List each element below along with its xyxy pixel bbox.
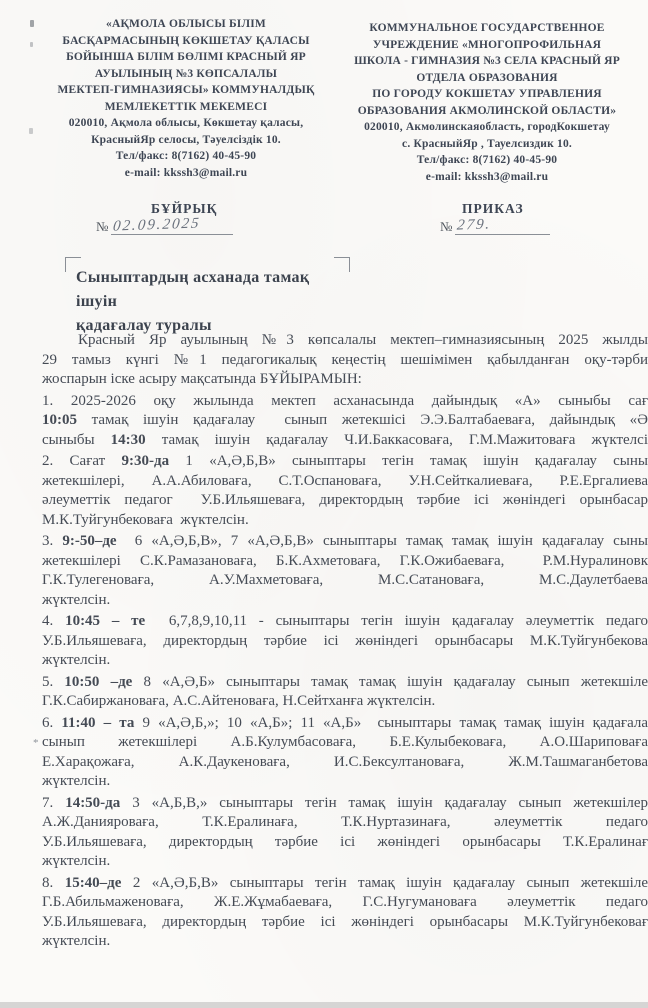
body-text: 2 «А,Ә,Б,В» сыныптары тегін тамақ ішуін қадағалау сынып жетекшіле	[121, 874, 648, 891]
body-line	[42, 571, 648, 591]
body-line	[42, 932, 648, 952]
time-emphasis: 9:-50–де	[62, 533, 117, 549]
order-label-kazakh: БҰЙРЫҚ	[151, 201, 218, 216]
body-text: тамақ ішуін қадағалау сынып жетекшісі Э.Э.Балтабаеваға, дайындық «Ә	[77, 412, 648, 428]
body-text: сыныбы	[42, 431, 111, 448]
body-line	[42, 714, 648, 734]
scan-smudge	[30, 20, 34, 27]
body-line	[42, 813, 648, 833]
time-emphasis: 10:50 –де	[64, 673, 133, 690]
body-text: 5.	[42, 673, 65, 690]
order-label-russian: ПРИКАЗ	[462, 201, 524, 216]
body-line	[42, 431, 648, 451]
body-line	[42, 552, 648, 572]
body-line	[42, 452, 648, 472]
paragraph	[42, 331, 648, 390]
body-text: жүктелсін.	[42, 853, 111, 869]
body-text: Г.К.Сабиржановаға, А.С.Айтеноваға, Н.Сейтханға жүктелсін.	[42, 693, 436, 709]
time-emphasis: 14:30	[110, 431, 146, 448]
order-number-kazakh	[96, 217, 233, 235]
paragraph	[42, 874, 648, 952]
body-line	[42, 913, 648, 933]
body-text: М.К.Туйгунбековаға жүктелсін.	[42, 511, 249, 528]
body-line	[42, 511, 648, 531]
body-line	[42, 893, 648, 913]
handwritten-number: 279.	[456, 216, 493, 234]
body-text: 6,7,8,9,10,11 - сыныптары тегін ішуін қадағалау әлеуметтік педаго	[145, 613, 648, 629]
body-text: 2. Сағат	[42, 453, 122, 469]
body-text: жетекшілері, А.А.Абиловаға, С.Т.Оспановаға, У.Н.Сейткалиеваға, Р.Е.Ергалиева	[42, 472, 648, 489]
org-header-kazakh	[44, 16, 328, 181]
body-text: жетекшілері С.К.Рамазановаға, Б.К.Ахметоваға, Г.К.Ожибаеваға, Р.М.Нуралиновк	[42, 552, 648, 569]
header-line: КОММУНАЛЬНОЕ ГОСУДАРСТВЕННОЕ	[369, 22, 605, 34]
body-text: 4.	[42, 613, 66, 629]
body-text: 3.	[42, 533, 63, 549]
body-line	[42, 852, 648, 872]
body-text: А.Ж.Данияроваға, Т.К.Ералинаға, Т.К.Нуртазинаға, әлеуметтік педаго	[42, 814, 648, 830]
paragraph	[42, 452, 648, 530]
body-text: 6 «А,Ә,Б,В», 7 «А,Ә,Б,В» сыныптары тамақ тамақ ішуін қадағалау сыны	[116, 533, 648, 549]
body-text: Красный Яр ауылының №3 көпсалалы мектеп–гимназиясының 2025 жылды	[78, 332, 648, 348]
body-text: жүктелсін.	[42, 773, 111, 789]
body-text: жоспарын іске асыру мақсатында БҰЙЫРАМЫН:	[42, 371, 362, 387]
frame-corner-top-left	[65, 257, 81, 272]
body-line	[42, 673, 648, 693]
date-underline	[111, 217, 233, 235]
body-text: жүктелсін.	[42, 591, 111, 608]
body-text: 3 «А,Б,В,» сыныптары тегін тамақ ішуін қадағалау сынып жетекшілер	[120, 794, 648, 811]
body-text: 6.	[42, 714, 62, 731]
body-text: жүктелсін.	[42, 652, 111, 668]
body-line	[42, 794, 648, 814]
number-sign: №	[96, 219, 109, 234]
paragraph	[42, 714, 648, 792]
body-text: У.Б.Ильяшеваға, директордың тәрбие ісі жөніндегі орынбасары М.К.Туйгунбекова	[42, 632, 648, 649]
body-line	[42, 532, 648, 552]
number-underline	[455, 217, 550, 235]
body-text: сынып жетекшілері А.Б.Кулумбасоваға, Б.Е.Кулыбековаға, А.О.Шариповаға	[42, 734, 648, 750]
body-line	[42, 411, 648, 431]
paragraph	[42, 794, 648, 872]
header-line: ОТДЕЛА ОБРАЗОВАНИЯ	[416, 71, 558, 84]
header-line: ШКОЛА - ГИМНАЗИЯ №3 СЕЛА КРАСНЫЙ ЯР	[354, 55, 620, 67]
body-line	[42, 370, 648, 390]
header-line: 020010, Акмолинскаяобласть, городКокшетау	[364, 121, 610, 133]
scan-bottom-edge	[0, 1002, 648, 1008]
margin-asterisk-mark: *	[33, 737, 39, 749]
document-title	[76, 266, 344, 338]
body-text: У.Б.Ильяшеваға, директордың тәрбие ісі жөніндегі орынбасары М.К.Туйгунбековағ	[42, 913, 648, 930]
header-line: МЕКТЕП-ГИМНАЗИЯСЫ» КОММУНАЛДЫҚ	[57, 84, 315, 96]
header-line: КрасныйЯр селосы, Тәуелсіздік 10.	[91, 133, 281, 146]
scan-smudge	[29, 128, 33, 134]
header-line: Тел/факс: 8(7162) 40-45-90	[115, 150, 257, 162]
handwritten-date: 02.09.2025	[112, 215, 202, 235]
scan-smudge	[30, 42, 33, 47]
time-emphasis: 10:45 – те	[65, 613, 146, 629]
header-line: ПО ГОРОДУ КОКШЕТАУ УПРАВЛЕНИЯ	[372, 88, 602, 100]
header-line: Тел/факс: 8(7162) 40-45-90	[416, 154, 558, 166]
body-text: 29 тамыз күнгі №1 педагогикалық кеңестің шешімімен қабылданған оқу-тәрби	[42, 351, 648, 368]
body-text: тамақ ішуін қадағалау Ч.И.Баккасоваға, Г.М.Мажитоваға жүктелсі	[145, 431, 648, 448]
body-text: 8 «А,Ә,Б» сыныптары тамақ тамақ ішуін қадағалау сынып жетекшіле	[132, 673, 648, 690]
body-text: 1. 2025-2026 оқу жылында мектеп асханасында дайындық «А» сыныбы сағ	[42, 392, 648, 409]
time-emphasis: 15:40–де	[64, 874, 122, 891]
body-line	[42, 591, 648, 611]
body-text: жүктелсін.	[42, 933, 111, 949]
paragraph	[42, 612, 648, 671]
body-line	[42, 772, 648, 792]
body-line	[42, 833, 648, 853]
title-line-2: қадағалау туралы	[76, 317, 212, 334]
frame-corner-top-right	[334, 257, 350, 272]
body-line	[42, 874, 648, 894]
header-line: 020010, Ақмола облысы, Көкшетау қаласы,	[68, 117, 304, 129]
paragraph	[42, 532, 648, 610]
header-line: «АҚМОЛА ОБЛЫСЫ БІЛІМ	[106, 18, 266, 30]
header-line: БАСҚАРМАСЫНЫҢ КӨКШЕТАУ ҚАЛАСЫ	[62, 34, 310, 47]
header-line: ОБРАЗОВАНИЯ АКМОЛИНСКОЙ ОБЛАСТИ»	[357, 104, 617, 117]
time-emphasis: 11:40 – та	[61, 714, 135, 731]
body-line	[42, 351, 648, 371]
body-line	[42, 331, 648, 351]
time-emphasis: 10:05	[42, 412, 77, 428]
number-sign: №	[440, 219, 453, 234]
document-body	[42, 331, 648, 954]
header-line: e-mail: kkssh3@mail.ru	[124, 166, 248, 179]
body-line	[42, 491, 648, 511]
paragraph	[42, 673, 648, 712]
header-line: МЕМЛЕКЕТТІК МЕКЕМЕСІ	[104, 100, 268, 113]
org-header-russian	[336, 20, 638, 185]
time-emphasis: 14:50-да	[65, 794, 121, 811]
body-line	[42, 651, 648, 671]
body-text: 9 «А,Ә,Б,»; 10 «А,Б»; 11 «А,Б» сыныптары тамақ тамақ ішуін қадағала	[134, 714, 648, 731]
header-line: с. КрасныйЯр , Тауелсиздик 10.	[402, 137, 572, 150]
body-line	[42, 753, 648, 773]
order-number-russian	[440, 217, 550, 235]
body-line	[42, 472, 648, 492]
body-line	[42, 392, 648, 412]
body-text: әлеуметтік педагог У.Б.Ильяшеваға, директордың тәрбие ісі жөніндегі орынбасар	[42, 492, 648, 508]
body-line	[42, 612, 648, 632]
body-text: 1 «А,Ә,Б,В» сыныптары тегін тамақ ішуін қадағалау сыны	[169, 453, 648, 469]
body-text: У.Б.Ильяшеваға, директордың тәрбие ісі жөніндегі орынбасары Т.К.Ералинағ	[42, 833, 648, 850]
body-text: Г.К.Тулегеноваға, А.У.Махметоваға, М.С.Сатановаға, М.С.Даулетбаева	[42, 572, 648, 588]
body-text: 8.	[42, 874, 65, 891]
header-line: БОЙЫНША БІЛІМ БӨЛІМІ КРАСНЫЙ ЯР	[66, 51, 306, 63]
paragraph	[42, 392, 648, 451]
body-text: Г.Б.Абильмаженоваға, Ж.Е.Жұмабаеваға, Г.С.Нугумановаға әлеуметтік педаго	[42, 894, 648, 910]
body-line	[42, 632, 648, 652]
time-emphasis: 9:30-да	[121, 453, 170, 469]
header-line: АУЫЛЫНЫҢ №3 КӨПСАЛАЛЫ	[94, 67, 278, 80]
body-line	[42, 733, 648, 753]
body-text: 7.	[42, 794, 66, 811]
header-line: e-mail: kkssh3@mail.ru	[425, 170, 549, 183]
body-line	[42, 692, 648, 712]
title-line-1: Сыныптардың асханада тамақ ішуін	[76, 269, 310, 310]
body-text: Е.Харақожаға, А.К.Даукеноваға, И.С.Бексултановаға, Ж.М.Ташмаганбетова	[42, 753, 648, 770]
header-line: УЧРЕЖДЕНИЕ «МНОГОПРОФИЛЬНАЯ	[372, 38, 602, 51]
